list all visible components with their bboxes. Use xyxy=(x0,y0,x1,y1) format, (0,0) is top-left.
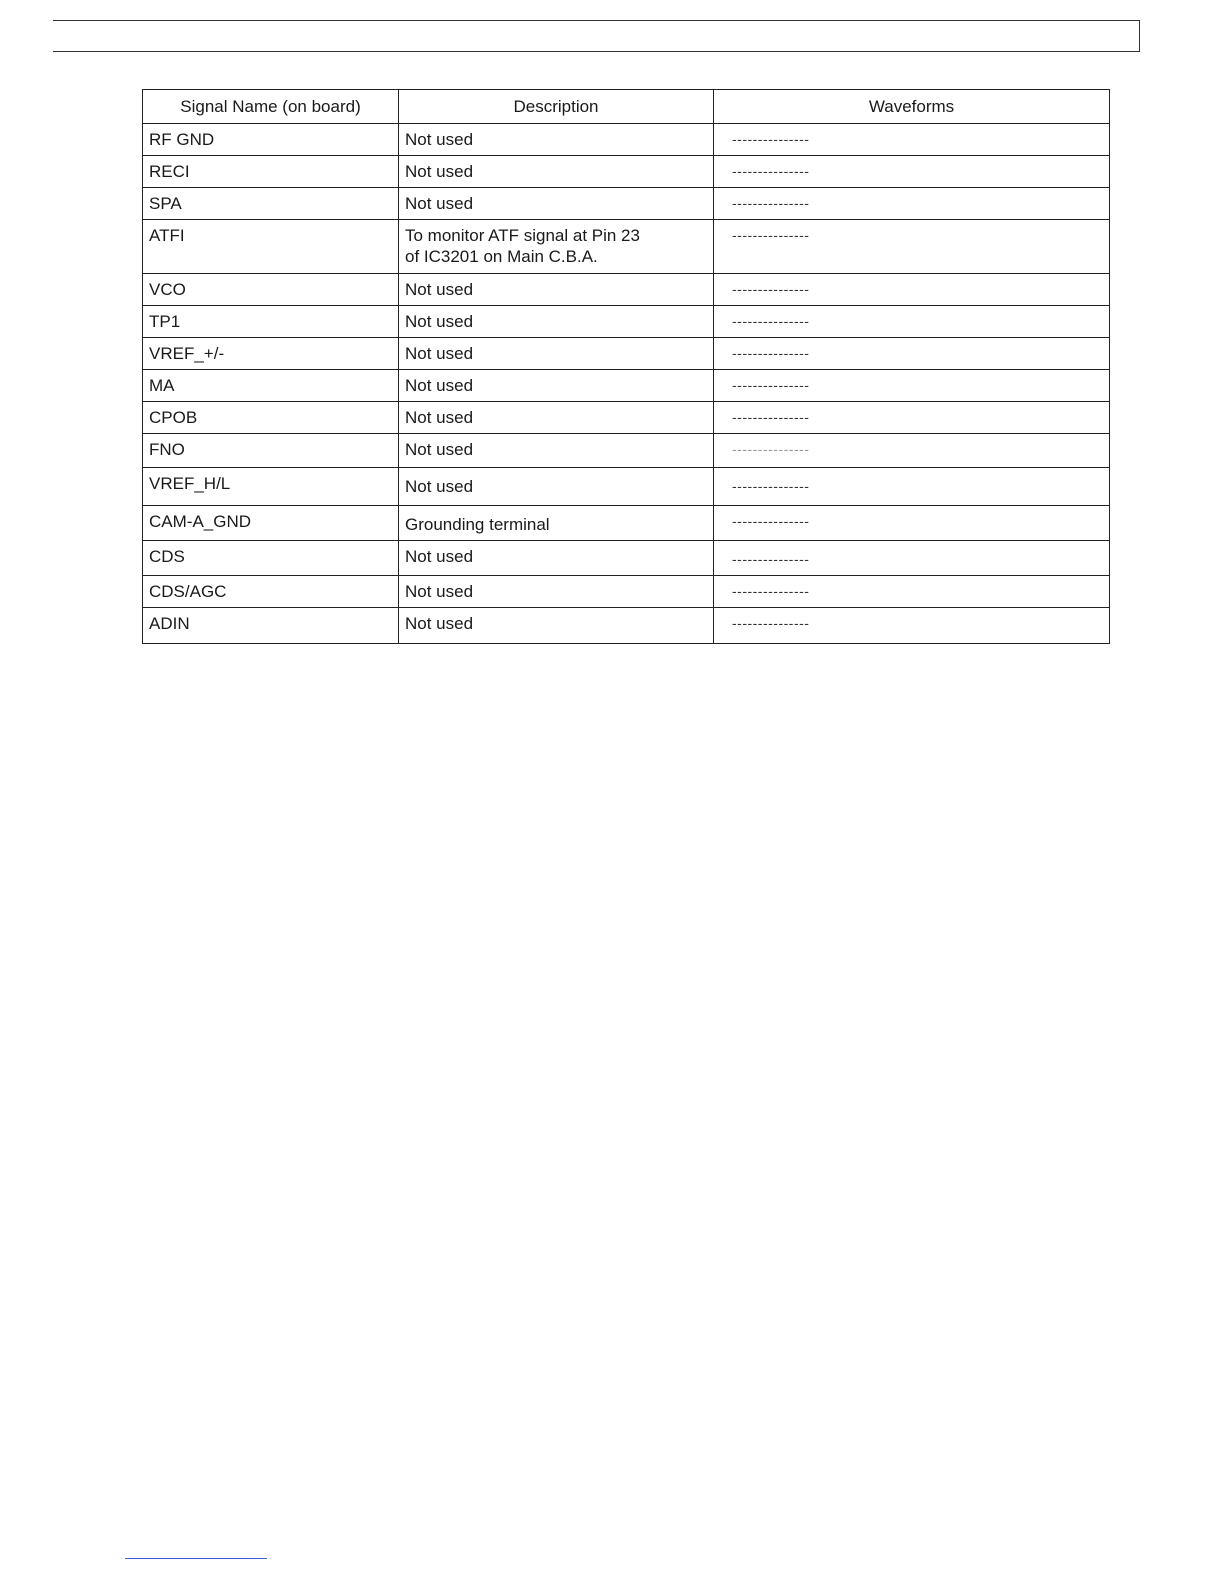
waveform-cell: --------------- xyxy=(714,541,1110,576)
table-row xyxy=(143,468,1110,506)
signal-name-cell: TP1 xyxy=(143,306,399,338)
description-cell: Not used xyxy=(399,188,714,220)
table-row xyxy=(143,608,1110,644)
description-cell: Not used xyxy=(399,541,714,576)
description-cell: Not used xyxy=(399,124,714,156)
waveform-cell: --------------- xyxy=(714,608,1110,644)
waveform-cell: --------------- xyxy=(714,576,1110,608)
waveform-cell: --------------- xyxy=(714,506,1110,541)
description-cell: Not used xyxy=(399,370,714,402)
waveform-cell: --------------- xyxy=(714,124,1110,156)
description-cell: Not used xyxy=(399,338,714,370)
waveform-cell: --------------- xyxy=(714,188,1110,220)
description-cell: Not used xyxy=(399,156,714,188)
waveform-cell: --------------- xyxy=(714,434,1110,468)
description-cell: Not used xyxy=(399,402,714,434)
description-cell: Not used xyxy=(399,434,714,468)
signal-name-cell: CPOB xyxy=(143,402,399,434)
description-cell: Not used xyxy=(399,608,714,644)
table-header-row xyxy=(143,90,1110,124)
waveform-cell: --------------- xyxy=(714,468,1110,506)
table-row xyxy=(143,188,1110,220)
signal-name-cell: CAM-A_GND xyxy=(143,506,399,541)
signal-name-cell: VCO xyxy=(143,274,399,306)
column-header-signal: Signal Name (on board) xyxy=(143,90,399,124)
column-header-waveforms: Waveforms xyxy=(714,90,1110,124)
column-header-description: Description xyxy=(399,90,714,124)
signal-name-cell: CDS xyxy=(143,541,399,576)
signal-name-cell: SPA xyxy=(143,188,399,220)
description-cell: Not used xyxy=(399,306,714,338)
table-row xyxy=(143,370,1110,402)
table-row xyxy=(143,434,1110,468)
signal-name-cell: ADIN xyxy=(143,608,399,644)
footer-link-underline[interactable] xyxy=(125,1558,267,1559)
table-row xyxy=(143,576,1110,608)
table-row xyxy=(143,306,1110,338)
waveform-cell: --------------- xyxy=(714,370,1110,402)
waveform-cell: --------------- xyxy=(714,306,1110,338)
description-cell: Not used xyxy=(399,468,714,506)
signal-name-cell: VREF_+/- xyxy=(143,338,399,370)
signal-name-cell: CDS/AGC xyxy=(143,576,399,608)
signal-name-cell: RF GND xyxy=(143,124,399,156)
table-row xyxy=(143,506,1110,541)
waveform-cell: --------------- xyxy=(714,220,1110,274)
table-row xyxy=(143,156,1110,188)
description-cell: Not used xyxy=(399,274,714,306)
waveform-cell: --------------- xyxy=(714,156,1110,188)
signal-name-cell: FNO xyxy=(143,434,399,468)
signal-table xyxy=(142,89,1110,644)
description-cell: To monitor ATF signal at Pin 23 of IC3201 on Main C.B.A. xyxy=(399,220,714,274)
signal-name-cell: ATFI xyxy=(143,220,399,274)
signal-name-cell: RECI xyxy=(143,156,399,188)
signal-name-cell: VREF_H/L xyxy=(143,468,399,506)
waveform-cell: --------------- xyxy=(714,402,1110,434)
signal-name-cell: MA xyxy=(143,370,399,402)
page-header-frame xyxy=(53,20,1140,52)
table-row xyxy=(143,338,1110,370)
waveform-cell: --------------- xyxy=(714,338,1110,370)
table-row xyxy=(143,541,1110,576)
waveform-cell: --------------- xyxy=(714,274,1110,306)
table-row xyxy=(143,124,1110,156)
table-row xyxy=(143,220,1110,274)
table-row xyxy=(143,274,1110,306)
description-cell: Grounding terminal xyxy=(399,506,714,541)
table-row xyxy=(143,402,1110,434)
description-cell: Not used xyxy=(399,576,714,608)
